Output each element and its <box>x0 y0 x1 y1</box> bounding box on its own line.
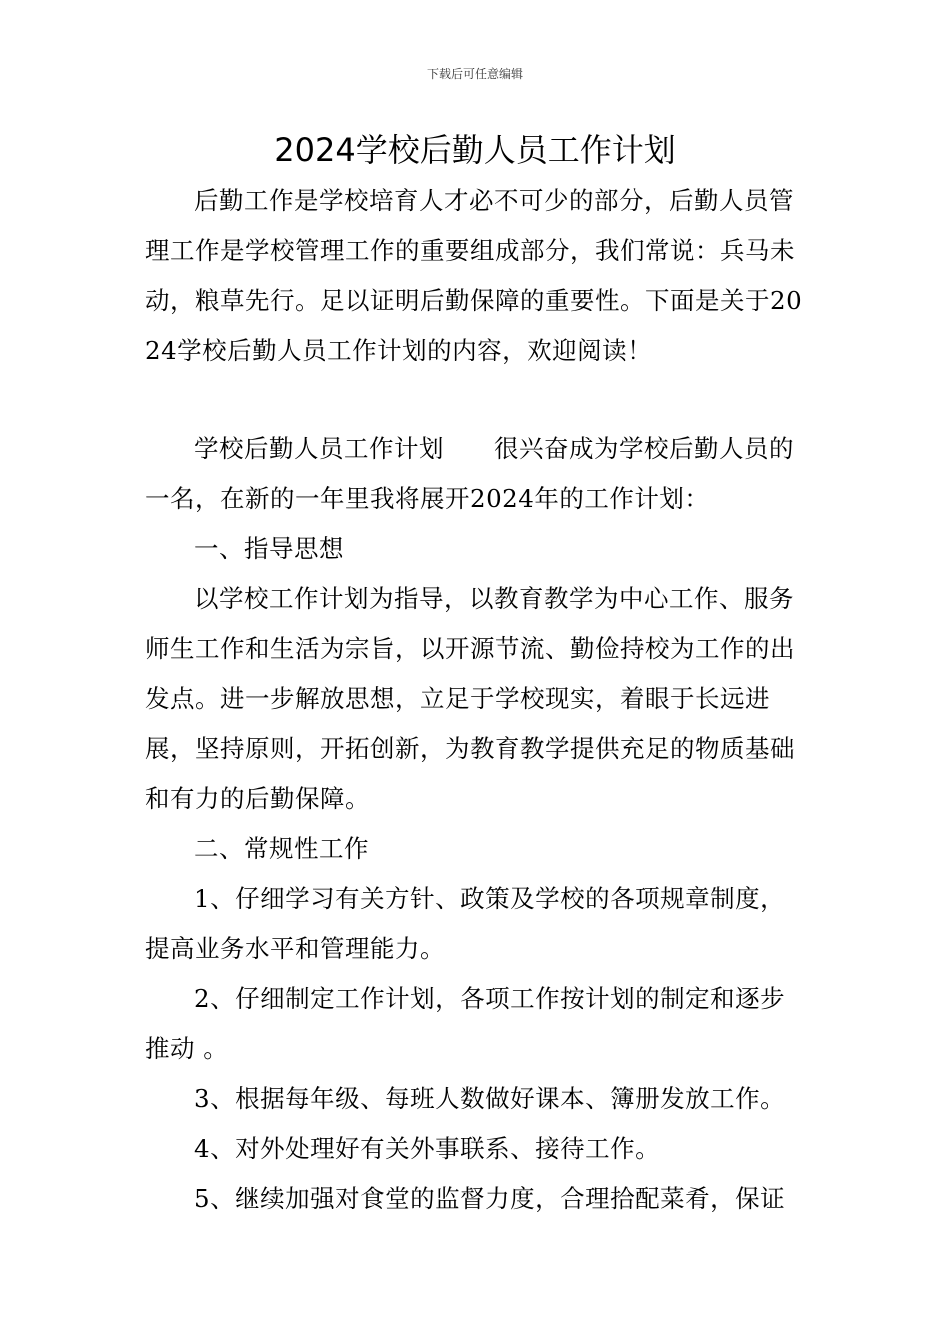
plan-body <box>145 424 810 1224</box>
list-item-4: 4、对外处理好有关外事联系、接待工作。 <box>194 1134 661 1163</box>
plan-paragraph-guiding-thought: 以学校工作计划为指导，以教育教学为中心工作、服务师生工作和生活为宗旨，以开源节流、勤俭持校为工作的出发点。进一步解放思想，立足于学校现实，着眼于长远进展，坚持原则，开拓创新，为教育教学提供充足的物质基础和有力的后勤保障。 <box>145 584 795 813</box>
list-item-1: 1、仔细学习有关方针、政策及学校的各项规章制度，提高业务水平和管理能力。 <box>145 884 786 963</box>
section-heading-routine-work: 二、常规性工作 <box>194 834 369 863</box>
list-item-2: 2、仔细制定工作计划，各项工作按计划的制定和逐步推动 。 <box>145 984 786 1063</box>
intro-section <box>145 176 810 376</box>
list-item-3: 3、根据每年级、每班人数做好课本、簿册发放工作。 <box>194 1084 786 1113</box>
plan-paragraph-opening: 学校后勤人员工作计划 很兴奋成为学校后勤人员的一名，在新的一年里我将展开2024年的工作计划： <box>145 434 794 513</box>
header-note: 下载后可任意编辑 <box>426 67 523 81</box>
list-item-5: 5、继续加强对食堂的监督力度，合理拾配菜肴，保证 <box>194 1184 786 1213</box>
section-heading-guiding-thought: 一、指导思想 <box>194 534 344 563</box>
intro-paragraph: 后勤工作是学校培育人才必不可少的部分，后勤人员管理工作是学校管理工作的重要组成部分，我们常说：兵马未动，粮草先行。足以证明后勤保障的重要性。下面是关于2024学校后勤人员工作计划的内容，欢迎阅读！ <box>145 186 803 365</box>
document-title: 2024学校后勤人员工作计划 <box>274 131 676 169</box>
